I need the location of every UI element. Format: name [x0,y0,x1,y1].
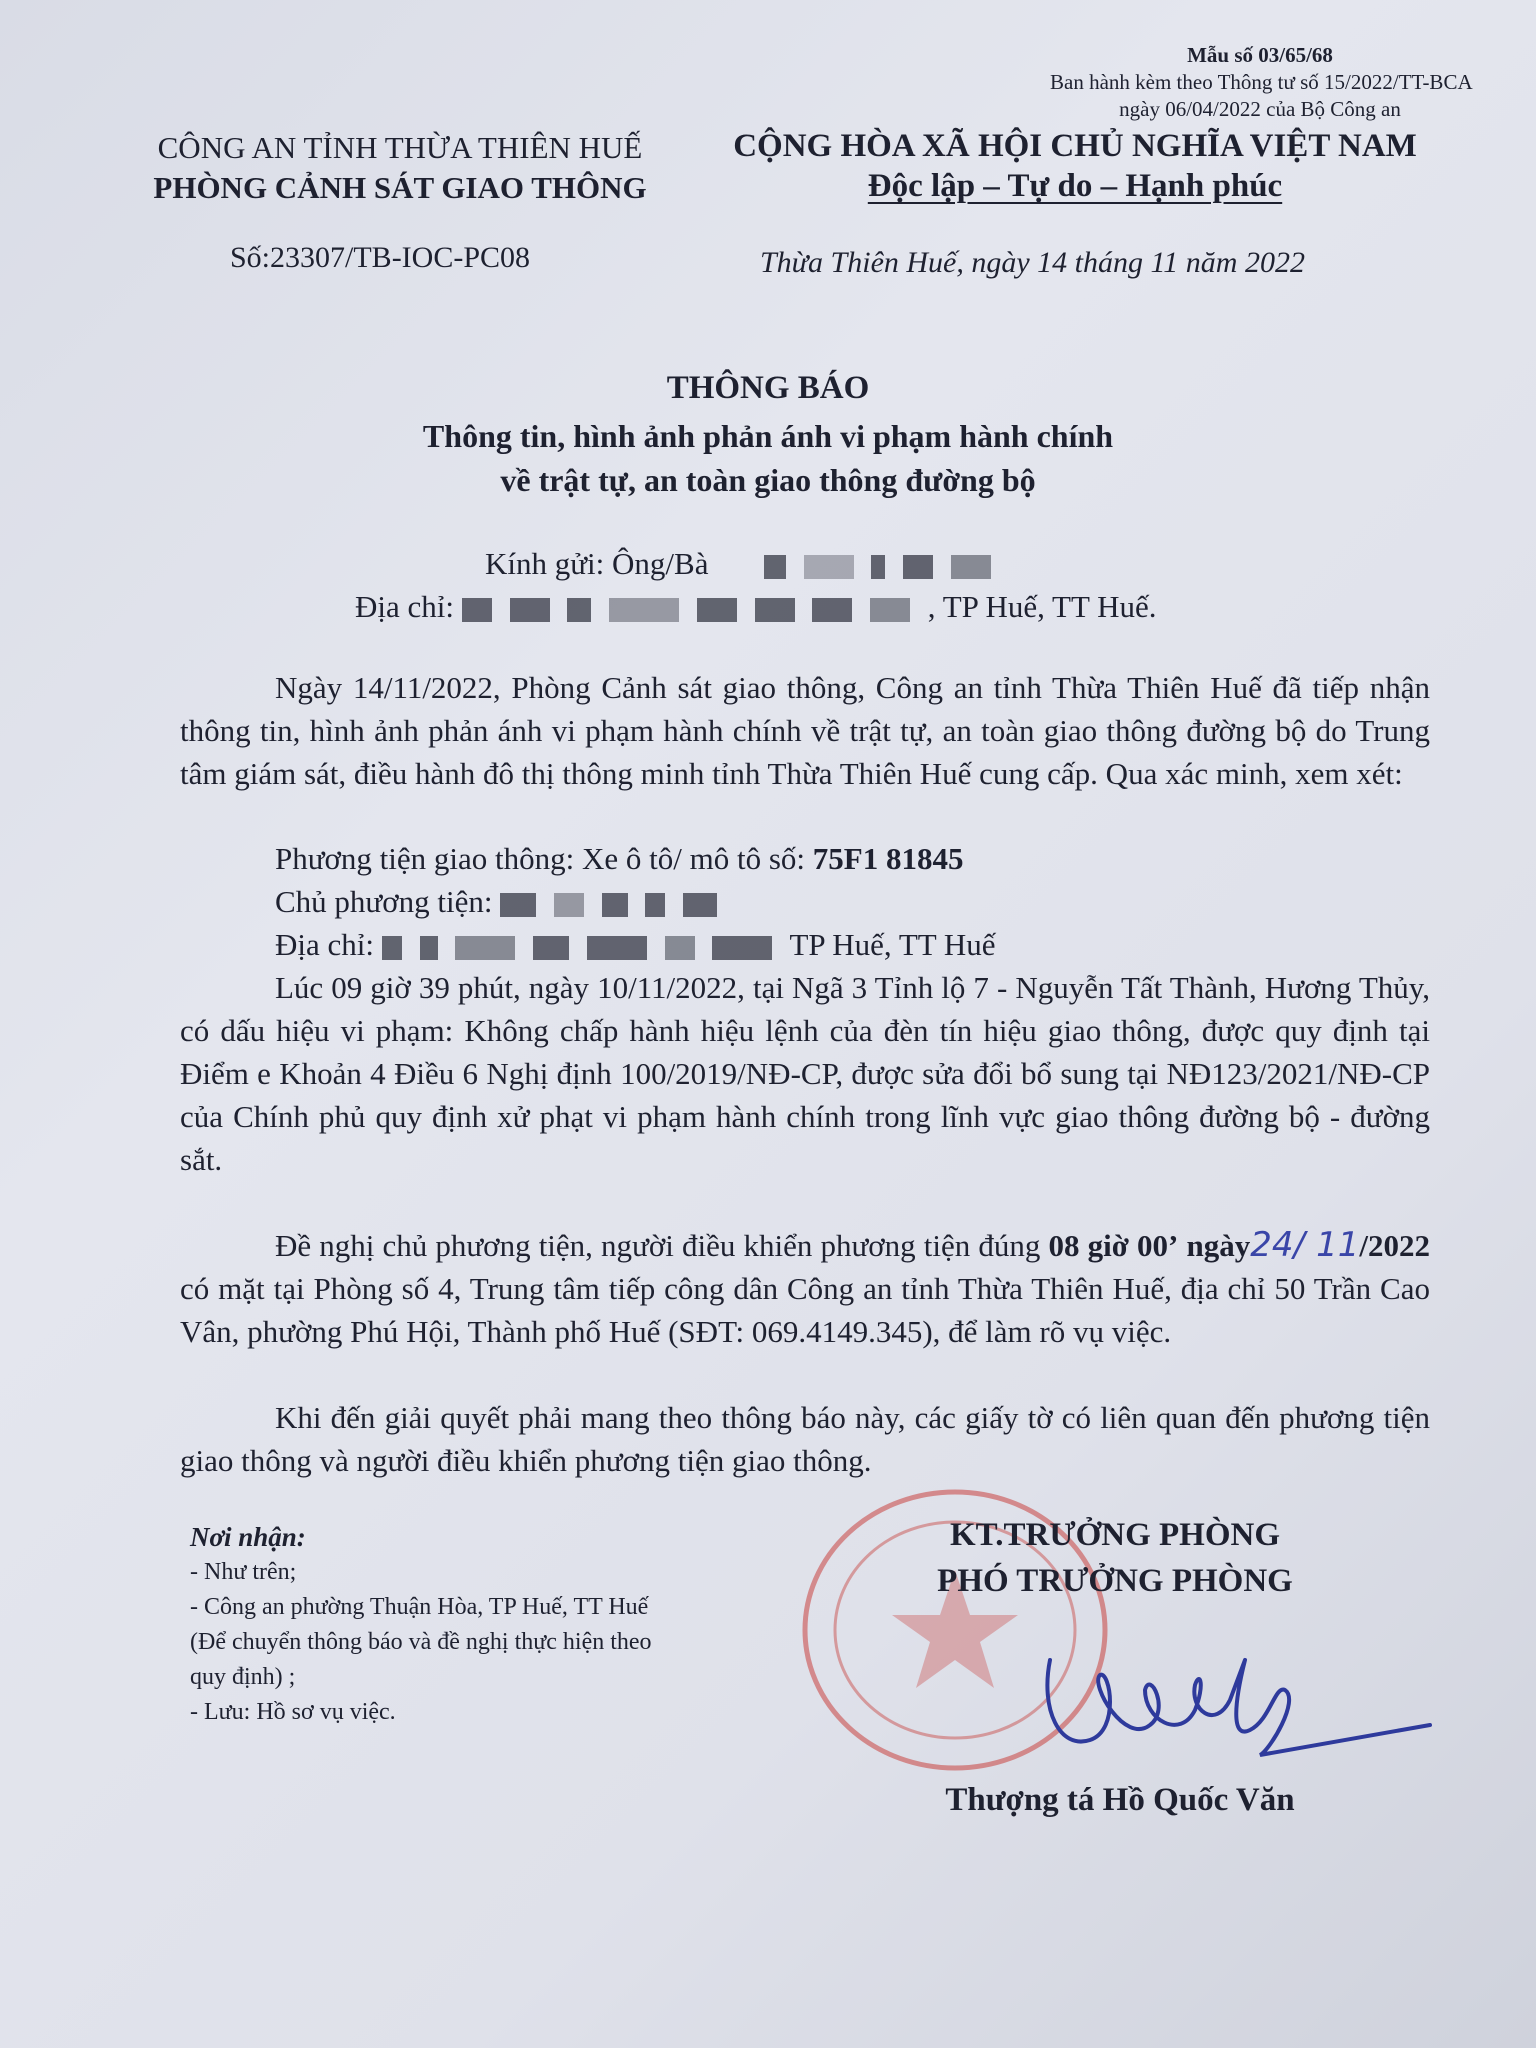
redaction [510,598,550,622]
handwritten-date: 24/ 11 [1250,1225,1360,1265]
owner-line [275,880,727,923]
signature-block [890,1512,1340,1604]
redaction [602,893,628,917]
vehicle-label: Phương tiện giao thông: Xe ô tô/ mô tô số: [275,841,813,876]
paragraph-received: Ngày 14/11/2022, Phòng Cảnh sát giao thông, Công an tỉnh Thừa Thiên Huế đã tiếp nhận thông tin, hình ảnh phản ánh vi phạm hành chính về trật tự, an toàn giao thông đường bộ do Trung tâm giám sát, điều hành đô thị thông minh tỉnh Thừa Thiên Huế cung cấp. Qua xác minh, xem xét: [180,670,1430,791]
owner-label: Chủ phương tiện: [275,884,493,919]
vehicle-plate: 75F1 81845 [812,841,964,876]
recipients-item: (Để chuyển thông báo và đề nghị thực hiện theo [190,1629,652,1655]
summons-time: 08 giờ 00’ [1048,1228,1179,1263]
redaction [804,555,854,579]
national-motto: Độc lập – Tự do – Hạnh phúc [867,168,1283,204]
subtitle-line2: về trật tự, an toàn giao thông đường bộ [500,462,1036,498]
national-header [700,126,1450,206]
recipient-address-label: Địa chỉ: [355,589,454,624]
redaction [871,555,885,579]
redaction [683,893,717,917]
owner-address-tail: TP Huế, TT Huế [789,927,996,962]
recipients-list [190,1520,652,1730]
signer-name: Thượng tá Hồ Quốc Văn [945,1782,1295,1818]
recipient-greeting: Kính gửi: Ông/Bà [485,546,709,581]
redaction [609,598,679,622]
summons-text-b: có mặt tại Phòng số 4, Trung tâm tiếp công dân Công an tỉnh Thừa Thiên Huế, địa chỉ 50 Trần Cao Vân, phường Phú Hội, Thành phố Huế (SĐT: 069.4149.345), để làm rõ vụ việc. [180,1271,1430,1349]
redaction [712,936,772,960]
recipients-heading: Nơi nhận: [190,1522,306,1552]
redaction [812,598,852,622]
recipient-address-line [355,585,1157,628]
redaction [764,555,786,579]
redaction [554,893,584,917]
form-issued-date: ngày 06/04/2022 của Bộ Công an [1119,97,1401,121]
summons-day-label: ngày [1186,1228,1251,1263]
redaction [420,936,438,960]
signature-line2: PHÓ TRƯỞNG PHÒNG [937,1563,1293,1599]
owner-address-label: Địa chỉ: [275,927,374,962]
document-title: THÔNG BÁO [666,370,870,406]
redaction [697,598,737,622]
recipients-item: - Như trên; [190,1559,297,1585]
recipients-item: quy định) ; [190,1664,296,1690]
redaction [533,936,569,960]
summons-text-a: Đề nghị chủ phương tiện, người điều khiển phương tiện đúng [275,1228,1049,1263]
national-line1: CỘNG HÒA XÃ HỘI CHỦ NGHĨA VIỆT NAM [733,128,1417,164]
agency-header [120,128,680,208]
recipients-item: - Công an phường Thuận Hòa, TP Huế, TT Huế [190,1594,649,1620]
summons-year: /2022 [1359,1228,1431,1263]
recipient-address-tail: , TP Huế, TT Huế. [927,589,1157,624]
redaction [665,936,695,960]
redaction [462,598,492,622]
owner-address-line [275,923,996,966]
redaction [755,598,795,622]
paragraph-bring-documents: Khi đến giải quyết phải mang theo thông báo này, các giấy tờ có liên quan đến phương tiện giao thông và người điều khiển phương tiện giao thông. [180,1400,1430,1478]
redaction [382,936,402,960]
redaction [903,555,933,579]
redaction [455,936,515,960]
signature-line1: KT.TRƯỞNG PHÒNG [950,1517,1280,1553]
document-subtitle [0,414,1536,502]
redaction [500,893,536,917]
redaction [567,598,591,622]
form-number: Mẫu số 03/65/68 [1187,43,1333,67]
paragraph-violation: Lúc 09 giờ 39 phút, ngày 10/11/2022, tại Ngã 3 Tỉnh lộ 7 - Nguyễn Tất Thành, Hương Thủy, có dấu hiệu vi phạm: Không chấp hành hiệu lệnh của đèn tín hiệu giao thông, được quy định tại Điểm e Khoản 4 Điều 6 Nghị định 100/2019/NĐ-CP, được sửa đổi bổ sung tại NĐ123/2021/NĐ-CP của Chính phủ quy định xử phạt vi phạm hành chính trong lĩnh vực giao thông đường bộ - đường sắt. [180,970,1430,1177]
vehicle-line [275,837,963,880]
agency-line1: CÔNG AN TỈNH THỪA THIÊN HUẾ [157,130,643,165]
form-issued-with: Ban hành kèm theo Thông tư số 15/2022/TT-BCA [1050,70,1473,94]
handwritten-signature [1030,1630,1450,1770]
redaction [587,936,647,960]
form-number-block [1050,42,1473,123]
recipients-item: - Lưu: Hồ sơ vụ việc. [190,1699,396,1725]
redaction [645,893,665,917]
recipient-greeting-line [485,542,1001,585]
document-number: Số:23307/TB-IOC-PC08 [230,241,531,274]
redaction [951,555,991,579]
agency-line2: PHÒNG CẢNH SÁT GIAO THÔNG [153,170,647,205]
redaction [870,598,910,622]
subtitle-line1: Thông tin, hình ảnh phản ánh vi phạm hành chính [422,418,1114,454]
paragraph-summons [180,1224,1430,1353]
dateline: Thừa Thiên Huế, ngày 14 tháng 11 năm 2022 [760,246,1305,279]
